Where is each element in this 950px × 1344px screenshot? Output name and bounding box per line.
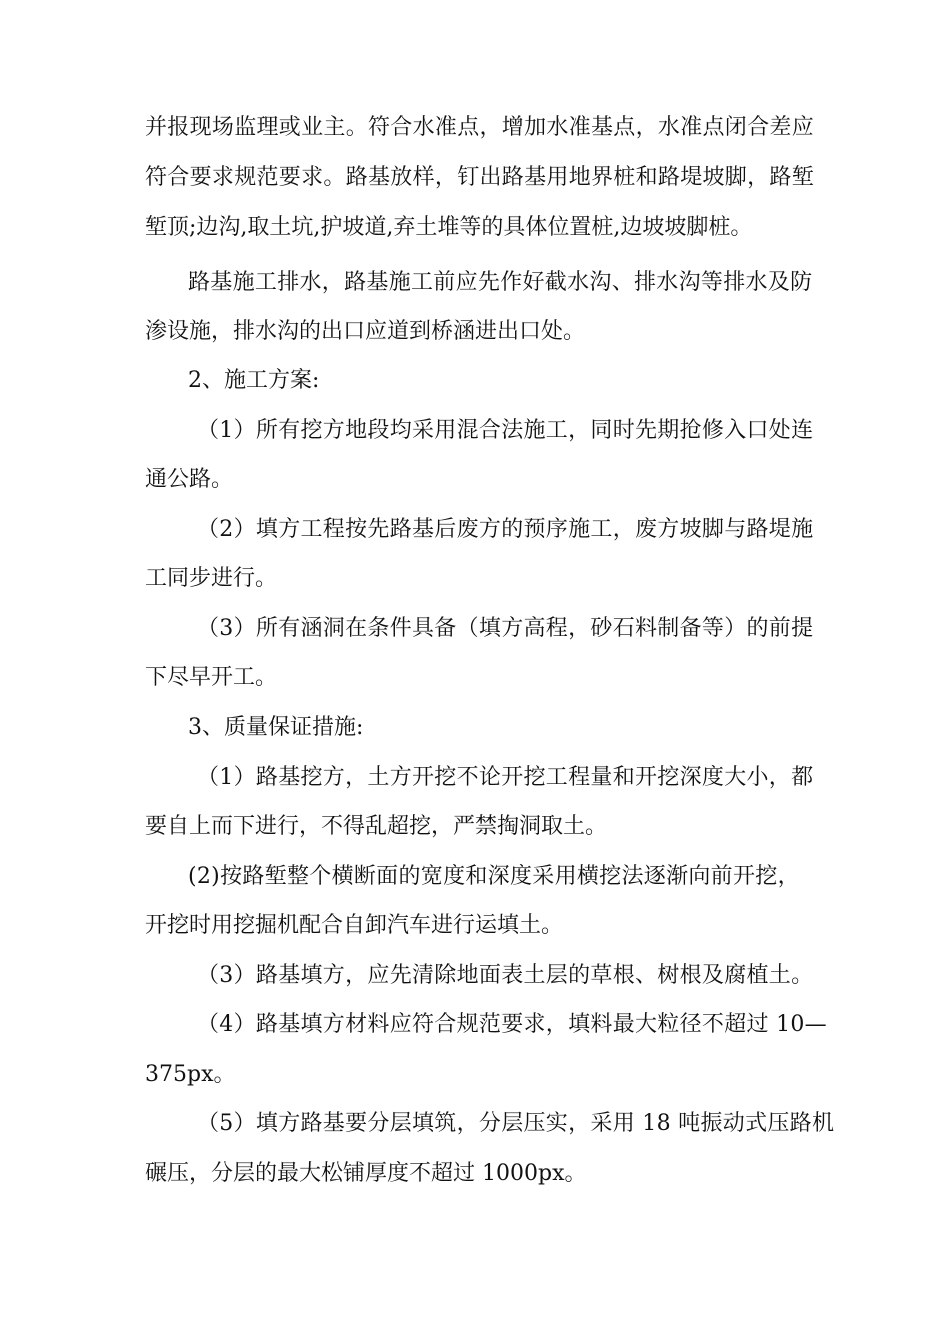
body-text-line: 开挖时用挖掘机配合自卸汽车进行运填土。 xyxy=(145,913,564,938)
section-heading-quality-measures: 3、质量保证措施: xyxy=(188,715,364,740)
quality-item-3-line: （3）路基填方，应先清除地面表土层的草根、树根及腐植土。 xyxy=(197,963,814,988)
plan-item-1-line: （1）所有挖方地段均采用混合法施工，同时先期抢修入口处连 xyxy=(197,418,814,443)
body-text-line: 并报现场监理或业主。符合水准点，增加水准基点，水准点闭合差应 xyxy=(145,115,815,140)
body-text-line: 碾压，分层的最大松铺厚度不超过 1000px。 xyxy=(145,1161,587,1186)
quality-item-5-line: （5）填方路基要分层填筑，分层压实，采用 18 吨振动式压路机 xyxy=(197,1111,835,1136)
body-text-line: 堑顶;边沟,取土坑,护坡道,弃土堆等的具体位置桩,边坡坡脚桩。 xyxy=(145,215,753,240)
quality-item-1-line: （1）路基挖方，土方开挖不论开挖工程量和开挖深度大小，都 xyxy=(197,765,814,790)
body-text-line: 375px。 xyxy=(145,1062,236,1087)
paragraph-drainage-line: 路基施工排水，路基施工前应先作好截水沟、排水沟等排水及防 xyxy=(188,270,813,295)
section-heading-construction-plan: 2、施工方案: xyxy=(188,368,320,393)
body-text-line: 通公路。 xyxy=(145,467,234,492)
body-text-line: 要自上而下进行，不得乱超挖，严禁掏洞取土。 xyxy=(145,814,608,839)
body-text-line: 符合要求规范要求。路基放样，钉出路基用地界桩和路堤坡脚，路堑 xyxy=(145,165,815,190)
body-text-line: 渗设施，排水沟的出口应道到桥涵进出口处。 xyxy=(145,319,586,344)
plan-item-2-line: （2）填方工程按先路基后废方的预序施工，废方坡脚与路堤施 xyxy=(197,517,814,542)
body-text-line: 下尽早开工。 xyxy=(145,665,278,690)
plan-item-3-line: （3）所有涵洞在条件具备（填方高程，砂石料制备等）的前提 xyxy=(197,616,814,641)
quality-item-4-line: （4）路基填方材料应符合规范要求，填料最大粒径不超过 10— xyxy=(197,1012,827,1037)
quality-item-2-line: (2)按路堑整个横断面的宽度和深度采用横挖法逐渐向前开挖， xyxy=(188,864,800,889)
body-text-line: 工同步进行。 xyxy=(145,566,278,591)
